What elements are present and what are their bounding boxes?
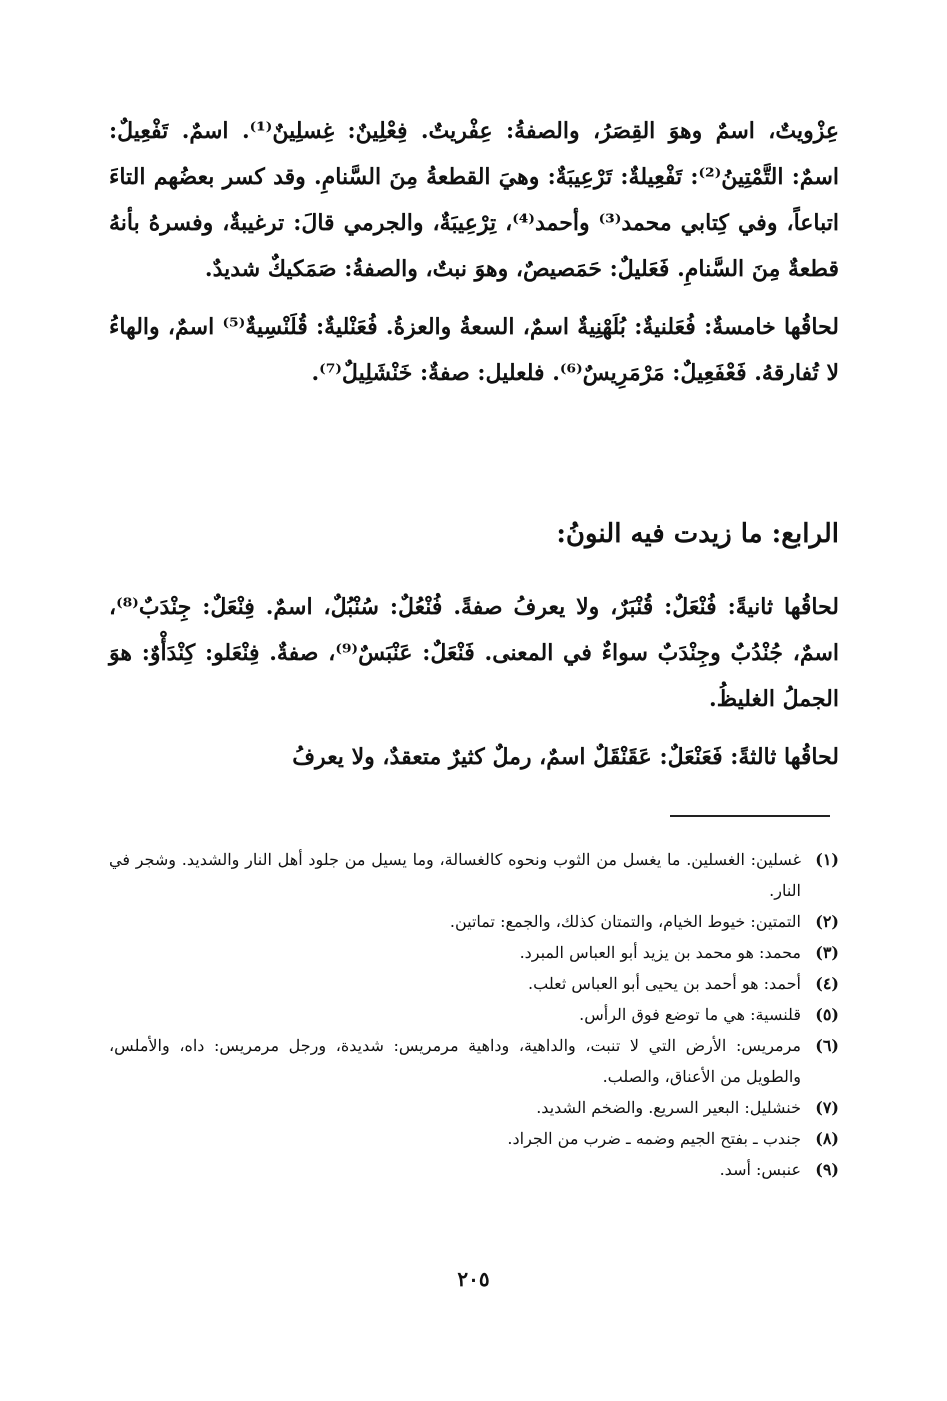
body-paragraph: لحاقُها خامسةٌ: فُعَلنيةٌ: بُلَهْنِيةٌ اسمٌ، السعةُ والعزةُ. فُعَنْليةٌ: قُلَنْسِيةٌ⁽⁵⁾ اسمٌ، والهاءُ لا تُفارقهُ. فَعْفَعِيلٌ: مَرْمَرِيسٌ⁽⁶⁾. فلعليل: صفةٌ: خَنْشَلِيلٌ⁽⁷⁾. [109,314,839,386]
footnote-separator [670,815,830,817]
footnote-number: (٤) [815,974,839,993]
footnote-item [109,1123,839,1154]
main-text-block-bottom [109,584,839,780]
footnote-number: (٥) [815,1005,839,1024]
footnote-number: (١) [815,850,839,869]
footnote-item [109,1030,839,1092]
footnote-text: محمد: هو محمد بن يزيد أبو العباس المبرد. [519,943,801,962]
footnote-text: أحمد: هو أحمد بن يحيى أبو العباس ثعلب. [528,974,801,993]
footnote-number: (٩) [815,1160,839,1179]
body-paragraph: عِزْويتٌ، اسمٌ وهوَ القِصَرُ، والصفةُ: عِفْريتٌ. فِعْلِينٌ: غِسلِينٌ⁽¹⁾. اسمٌ. تَفْعِيلٌ: اسمٌ: التَّمْتِينُ⁽²⁾: تَفْعِيلةٌ: تَرْعِيبَةٌ: وهيَ القطعةُ مِنَ السَّنامِ. وقد كسر بعضُهم التاءَ اتباعاً، وفي كِتابي محمد⁽³⁾ وأحمد⁽⁴⁾، تِرْعِيبَةٌ، والجرمي قالَ: ترغيبةٌ، وفسرهُ بأنهُ قطعةٌ مِنَ السَّنامِ. فَعَليلٌ: حَمَصيصٌ، وهوَ نبتٌ، والصفةُ: صَمَكيكٌ شديدٌ. [109,118,839,282]
footnote-item [109,1092,839,1123]
footnote-number: (٨) [815,1129,839,1148]
section-heading: الرابع: ما زيدت فيه النونُ: [556,519,839,549]
footnote-item [109,968,839,999]
footnote-number: (٣) [815,943,839,962]
footnote-text: مرمريس: الأرض التي لا تنبت، والداهية، وداهية مرمريس: شديدة، ورجل مرمريس: داه، والأملس، والطويل من الأعناق، والصلب. [109,1036,801,1086]
footnote-text: خنشليل: البعير السريع. والضخم الشديد. [536,1098,801,1117]
body-paragraph: لحاقُها ثانيةً: فُنْعَلٌ: قُنْبَرٌ، ولا يعرفُ صفةً. فُنْعُلٌ: سُنْبُلٌ، اسمٌ. فِنْعَلٌ: جِنْدَبٌ⁽⁸⁾، اسمٌ، جُنْدُبٌ وجِنْدَبٌ سواءٌ في المعنى. فَنْعَلٌ: عَنْبَسٌ⁽⁹⁾، صفةٌ. فِنْعَلو: كِنْدَأْوٌ: هوَ الجملُ الغليظُ. [109,594,840,712]
footnote-text: التمتين: خيوط الخيام، والتمتان كذلك، والجمع: تماتين. [449,912,801,931]
footnote-item [109,1154,839,1185]
footnote-text: عنبس: أسد. [719,1160,801,1179]
footnote-item [109,844,839,906]
footnote-item [109,999,839,1030]
footnote-number: (٦) [815,1036,839,1055]
footnote-text: جندب ـ بفتح الجيم وضمه ـ ضرب من الجراد. [507,1129,801,1148]
footnote-text: قلنسية: هي ما توضع فوق الرأس. [579,1005,801,1024]
page-number: ٢٠٥ [457,1267,490,1291]
footnote-item [109,906,839,937]
main-text-block-top [109,108,839,396]
footnotes [109,844,839,1185]
body-paragraph: لحاقُها ثالثةً: فَعَنْعَلٌ: عَقَنْقَلٌ اسمٌ، رملٌ كثيرٌ متعقدٌ، ولا يعرفُ [292,744,839,770]
footnote-item [109,937,839,968]
footnote-number: (٢) [815,912,839,931]
footnote-number: (٧) [815,1098,839,1117]
footnote-text: غسلين: الغسلين. ما يغسل من الثوب ونحوه كالغسالة، وما يسيل من جلود أهل النار والشديد. وشجر في النار. [109,850,801,900]
